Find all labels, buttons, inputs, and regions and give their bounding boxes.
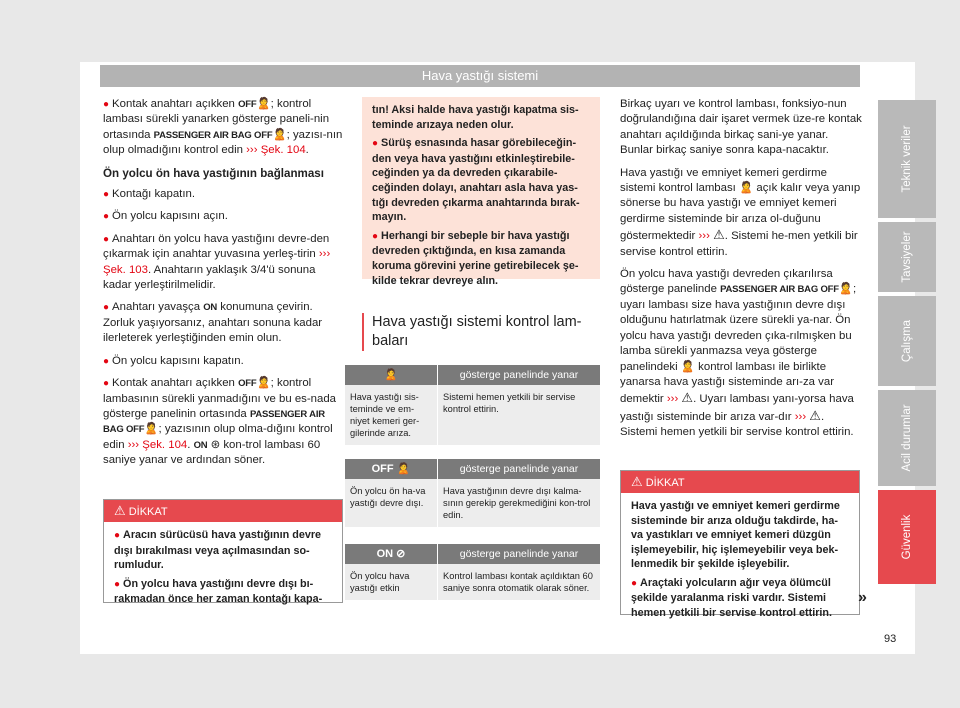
bullet: ● Anahtarı yavaşça ON konumuna çevirin. Zorluk yaşıyorsanız, anahtarı sonuna kadar ilerleterek yerleştiğinden emin olun.: [103, 301, 323, 345]
figure-link[interactable]: Şek. 104: [260, 144, 306, 157]
warning-icon: ⚠: [681, 390, 694, 406]
column-right: Birkaç uyarı ve kontrol lambası, fonksiyo-nun doğrulandığına dair işaret vermek üze-re kontak anahtarı açıldığında birkaç sani-ye yanar. Bunlar birkaç saniye sonra kapa-nacaktır. Hava yastığı ve emniyet kemeri gerdirme sistemi kontrol lambası 🙎 açık kalır veya yanıp sönerse bu hava yastığı ve emniyet kemeri gerdirme sisteminde bir arıza ol-duğunu göstermektedir ››› ⚠. Sistemi he-men yetkili bir servise kontrol ettirin. Ön yolcu hava yastığı devreden çıkarılırsa gösterge panelinde PASSENGER AIR BAG OFF🙎; uyarı lambası size hava yastığının devre dışı olduğunu hatırlatmak üzere sürekli ya-nar. Ön yolcu hava yastığı devreden çıka-rılmışken bu lamba sürekli yanmazsa veya gösterge panelindeki 🙎 kontrol lambası ile birlikte yanarsa hava yastığı sisteminde arı-za var demektir ››› ⚠. Uyarı lambası yanı-yorsa hava yastığı sisteminde bir arıza var-dır ››› ⚠. Sistemi hemen yetkili bir servise kontrol ettirin.: [620, 98, 862, 439]
warning-icon: ⚠: [809, 407, 821, 423]
warning-icon: ⚠: [631, 474, 643, 489]
off-badge: OFF: [371, 463, 394, 475]
tab-acil-durumlar[interactable]: Acil durumlar: [878, 390, 936, 486]
warning-box: ⚠ DİKKAT Hava yastığı ve emniyet kemeri gerdirme sisteminde bir arıza olduğu takdirde, ha-va yastıkları ve emniyet kemeri düzgün işlemeyebilir, hiç işlemeyebilir veya bek-lenmedik bir şekilde işleyebilir. ● Araçtaki yolcuların ağır veya ölümcül şekilde yaralanma riski vardır. Sistemi hemen yetkili bir servise kontrol ettirin.: [620, 470, 860, 615]
tab-tavsiyeler[interactable]: Tavsiyeler: [878, 222, 936, 292]
paragraph: ● Kontak anahtarı açıkken OFF🙎; kontrol lambası sürekli yanarken gösterge paneli-nin ortasında PASSENGER AIR BAG OFF🙎; yazısı-nın olup olmadığını kontrol edin ››› Şek. 104.: [103, 98, 343, 157]
warning-box: ⚠ DİKKAT ● Aracın sürücüsü hava yastığının devre dışı bırakılması veya açılmasından so-rumludur. ● Ön yolcu hava yastığını devre dışı bı-rakmadan önce her zaman kontağı kapa-: [103, 499, 343, 603]
on-badge: ON: [376, 548, 394, 560]
indicator-table: OFF 🙎 gösterge panelinde yanar Ön yolcu ön ha-va yastığı devre dışı. Hava yastığının devre dışı kalma-sının gerekip gerekmediğini kon-trol edin.: [345, 459, 600, 527]
tab-teknik-veriler[interactable]: Teknik veriler: [878, 100, 936, 218]
page-number: 93: [884, 633, 897, 645]
airbag-icon: 🙎: [838, 283, 854, 296]
bullet: ● Ön yolcu kapısını açın.: [103, 210, 228, 223]
bullet: ● Kontak anahtarı açıkken OFF🙎; kontrol lambasının sürekli yanmadığını ve bu es-nada gösterge panelinin ortasında PASSENGER AIR BAG OFF🙎; yazısının olup olma-dığını kontrol edin ››› Şek. 104. ON ⊛ kon-trol lambası 60 saniye yanar ve ardından söner.: [103, 377, 337, 467]
warning-continuation-box: tın! Aksi halde hava yastığı kapatma sis-teminde arızaya neden olur. ● Sürüş esnasında hasar görebileceğin-den veya hava yastığını etkinleştirebile-ceğinden ya da devreden çıkarabile-ceğinden dolayı, anahtarı asla hava yas-tığı devreden çıkarma anahtarında bırak-mayın. ● Herhangi bir sebeple bir hava yastığı devreden çıktığında, en kısa zamanda koruma görevini yerine getirebilecek şe-kilde tekrar devreye alın.: [362, 97, 600, 279]
bullet: ● Ön yolcu kapısını kapatın.: [103, 354, 244, 367]
on-badge: ON: [203, 302, 218, 314]
airbag-icon: 🙎: [680, 360, 695, 373]
continue-mark: »: [858, 589, 867, 606]
airbag-icon: ⊛: [210, 438, 221, 451]
airbag-icon: 🙎: [256, 98, 271, 110]
airbag-on-icon: ⊘: [396, 548, 406, 560]
warning-icon: ⚠: [713, 227, 725, 243]
airbag-icon: 🙎: [256, 377, 271, 390]
figure-link[interactable]: Şek. 103: [103, 263, 148, 276]
warning-title: ⚠ DİKKAT: [621, 471, 859, 493]
tab-calisma[interactable]: Çalışma: [878, 296, 936, 386]
indicator-table: ON ⊘ gösterge panelinde yanar Ön yolcu hava yastığı etkin Kontrol lambası kontak açıldıktan 60 saniye sonra otomatik olarak söner.: [345, 544, 600, 600]
section-heading: Ön yolcu ön hava yastığının bağlanması: [103, 166, 324, 180]
section-title: Hava yastığı sistemi kontrol lam-baları: [362, 313, 610, 351]
airbag-icon: 🙎: [396, 463, 411, 475]
airbag-warning-icon: 🙎: [345, 365, 438, 385]
bullet: ● Anahtarı ön yolcu hava yastığını devre-den çıkarmak için anahtar yuvasına yerleş-tirin ››› Şek. 103. Anahtarın yaklaşık 3/4'ü sonuna kadar yerleştirilmelidir.: [103, 232, 331, 292]
tab-guvenlik[interactable]: Güvenlik: [878, 490, 936, 584]
warning-title: ⚠ DİKKAT: [104, 500, 342, 522]
airbag-icon: 🙎: [739, 182, 754, 195]
off-badge: OFF: [238, 99, 257, 110]
airbag-icon: 🙎: [272, 128, 287, 141]
airbag-icon: 🙎: [144, 423, 159, 436]
indicator-table: 🙎 gösterge panelinde yanar Hava yastığı sis-teminde ve em-niyet kemeri ger-gilerinde arıza. Sistemi hemen yetkili bir servise kontrol ettirin.: [345, 365, 600, 445]
warning-icon: ⚠: [114, 503, 126, 518]
passenger-airbag-off-badge: PASSENGER AIR BAG OFF: [153, 129, 273, 141]
page-header: Hava yastığı sistemi: [100, 65, 860, 87]
figure-link[interactable]: Şek. 104: [142, 438, 188, 451]
bullet: ● Kontağı kapatın.: [103, 188, 196, 201]
column-left: [103, 97, 346, 476]
